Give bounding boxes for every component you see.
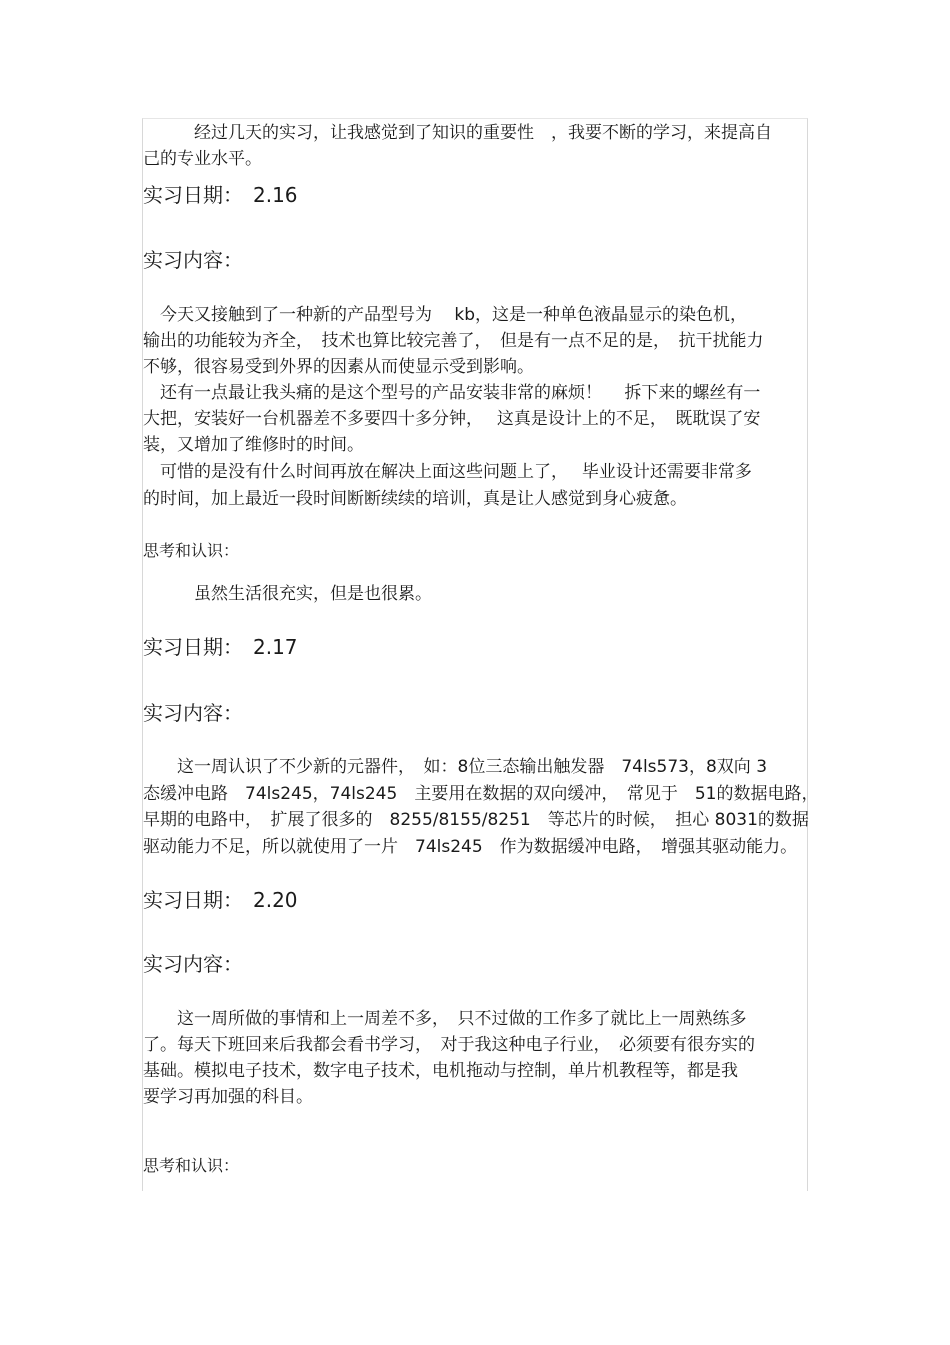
entry1-line-6: 装，又增加了维修时的时间。 — [143, 435, 364, 455]
entry1-content-heading: 实习内容： — [143, 248, 243, 272]
entry3-line-2: 了。每天下班回来后我都会看书学习， 对于我这种电子行业， 必须要有很夯实的 — [143, 1035, 755, 1055]
entry3-line-1: 这一周所做的事情和上一周差不多， 只不过做的工作多了就比上一周熟练多 — [143, 1009, 747, 1029]
entry2-line-2: 态缓冲电路 74ls245，74ls245 主要用在数据的双向缓冲， 常见于 51的数据电路， — [143, 784, 819, 804]
entry3-date-heading: 实习日期： 2.20 — [143, 888, 298, 912]
entry1-line-8: 的时间，加上最近一段时间断断续续的培训，真是让人感觉到身心疲惫。 — [143, 489, 687, 509]
entry3-line-3: 基础。模拟电子技术，数字电子技术，电机拖动与控制，单片机教程等，都是我 — [143, 1061, 738, 1081]
entry1-reflection-line: 虽然生活很充实，但是也很累。 — [143, 584, 432, 604]
entry1-date-heading: 实习日期： 2.16 — [143, 183, 298, 207]
intro-line-1: 经过几天的实习，让我感觉到了知识的重要性 ，我要不断的学习，来提高自 — [143, 123, 772, 143]
entry3-reflection-heading: 思考和认识： — [143, 1156, 240, 1175]
entry1-line-1: 今天又接触到了一种新的产品型号为 kb，这是一种单色液晶显示的染色机， — [143, 305, 748, 325]
intro-line-2: 己的专业水平。 — [143, 149, 262, 169]
entry2-content-heading: 实习内容： — [143, 701, 243, 725]
entry1-line-4: 还有一点最让我头痛的是这个型号的产品安装非常的麻烦！ 拆下来的螺丝有一 — [143, 383, 761, 403]
entry1-line-3: 不够，很容易受到外界的因素从而使显示受到影响。 — [143, 357, 534, 377]
entry2-line-1: 这一周认识了不少新的元器件， 如：8位三态输出触发器 74ls573，8双向 3 — [143, 757, 768, 777]
entry2-line-4: 驱动能力不足，所以就使用了一片 74ls245 作为数据缓冲电路， 增强其驱动能力。 — [143, 837, 798, 857]
entry2-line-3: 早期的电路中， 扩展了很多的 8255/8155/8251 等芯片的时候， 担心 8031的数据 — [143, 810, 809, 830]
entry1-line-2: 输出的功能较为齐全， 技术也算比较完善了， 但是有一点不足的是， 抗干扰能力 — [143, 331, 764, 351]
entry1-line-7: 可惜的是没有什么时间再放在解决上面这些问题上了， 毕业设计还需要非常多 — [143, 462, 752, 482]
entry3-content-heading: 实习内容： — [143, 952, 243, 976]
entry3-line-4: 要学习再加强的科目。 — [143, 1087, 313, 1107]
entry1-line-5: 大把，安装好一台机器差不多要四十多分钟， 这真是设计上的不足， 既耽误了安 — [143, 409, 761, 429]
entry1-reflection-heading: 思考和认识： — [143, 541, 240, 560]
entry2-date-heading: 实习日期： 2.17 — [143, 635, 298, 659]
